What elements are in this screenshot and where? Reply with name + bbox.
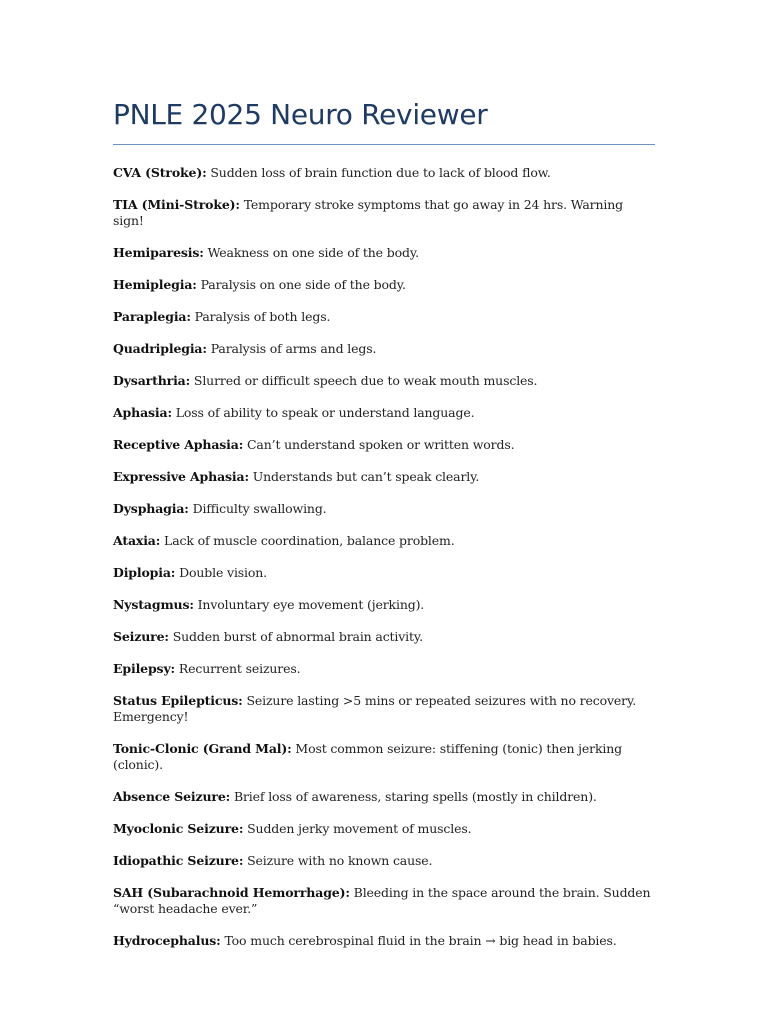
entry-aphasia: [113, 405, 655, 421]
entry-term: Quadriplegia:: [113, 341, 207, 356]
entry-definition: Sudden loss of brain function due to lack of blood flow.: [210, 165, 551, 180]
entry-hydrocephalus: [113, 933, 655, 949]
entry-term: Aphasia:: [113, 405, 172, 420]
entry-diplopia: [113, 565, 655, 581]
document-title: PNLE 2025 Neuro Reviewer: [113, 96, 655, 145]
entry-term: Ataxia:: [113, 533, 161, 548]
entry-definition: Double vision.: [179, 565, 267, 580]
entry-definition: Seizure lasting >5 mins or repeated seizures with no recovery. Emergency!: [113, 693, 637, 724]
entry-idiopathic-seizure: [113, 853, 655, 869]
entry-receptive-aphasia: [113, 437, 655, 453]
entry-definition: Paralysis of arms and legs.: [210, 341, 377, 356]
entry-definition: Weakness on one side of the body.: [207, 245, 419, 260]
entry-term: Hemiplegia:: [113, 277, 197, 292]
entry-definition: Too much cerebrospinal fluid in the brain → big head in babies.: [224, 933, 617, 948]
entry-definition: Most common seizure: stiffening (tonic) then jerking (clonic).: [113, 741, 622, 772]
entry-definition: Sudden burst of abnormal brain activity.: [172, 629, 423, 644]
entry-definition: Understands but can’t speak clearly.: [252, 469, 480, 484]
entry-term: Expressive Aphasia:: [113, 469, 249, 484]
entry-term: Status Epilepticus:: [113, 693, 243, 708]
entry-term: Myoclonic Seizure:: [113, 821, 244, 836]
entry-term: Dysphagia:: [113, 501, 189, 516]
entry-quadriplegia: [113, 341, 655, 357]
entry-term: Diplopia:: [113, 565, 176, 580]
entry-term: Hydrocephalus:: [113, 933, 221, 948]
entry-term: Nystagmus:: [113, 597, 194, 612]
entry-definition: Temporary stroke symptoms that go away in 24 hrs. Warning sign!: [113, 197, 623, 228]
entry-hemiplegia: [113, 277, 655, 293]
entry-definition: Difficulty swallowing.: [192, 501, 327, 516]
entry-definition: Brief loss of awareness, staring spells (mostly in children).: [233, 789, 597, 804]
entry-term: Dysarthria:: [113, 373, 191, 388]
entry-term: SAH (Subarachnoid Hemorrhage):: [113, 885, 350, 900]
entry-definition: Bleeding in the space around the brain. Sudden “worst headache ever.”: [113, 885, 651, 916]
entry-epilepsy: [113, 661, 655, 677]
entry-tia: [113, 197, 655, 229]
entry-cva: [113, 165, 655, 181]
entry-term: Idiopathic Seizure:: [113, 853, 244, 868]
entry-term: Epilepsy:: [113, 661, 176, 676]
entry-paraplegia: [113, 309, 655, 325]
entry-nystagmus: [113, 597, 655, 613]
entry-term: Absence Seizure:: [113, 789, 231, 804]
entry-definition: Seizure with no known cause.: [247, 853, 433, 868]
entry-expressive-aphasia: [113, 469, 655, 485]
entry-term: Paraplegia:: [113, 309, 191, 324]
entry-definition: Involuntary eye movement (jerking).: [197, 597, 425, 612]
entry-hemiparesis: [113, 245, 655, 261]
entry-definition: Lack of muscle coordination, balance problem.: [164, 533, 455, 548]
entry-definition: Loss of ability to speak or understand language.: [175, 405, 475, 420]
entry-tonic-clonic: [113, 741, 655, 773]
entry-definition: Paralysis of both legs.: [194, 309, 331, 324]
entry-dysphagia: [113, 501, 655, 517]
document-page: [113, 96, 655, 965]
entry-term: CVA (Stroke):: [113, 165, 207, 180]
entry-sah: [113, 885, 655, 917]
entry-ataxia: [113, 533, 655, 549]
entry-term: Seizure:: [113, 629, 169, 644]
entry-term: Tonic-Clonic (Grand Mal):: [113, 741, 292, 756]
entry-term: Hemiparesis:: [113, 245, 204, 260]
entry-definition: Slurred or difficult speech due to weak mouth muscles.: [193, 373, 538, 388]
entry-list: [113, 165, 655, 949]
entry-dysarthria: [113, 373, 655, 389]
entry-absence-seizure: [113, 789, 655, 805]
entry-term: Receptive Aphasia:: [113, 437, 244, 452]
entry-definition: Sudden jerky movement of muscles.: [247, 821, 472, 836]
entry-status-epilepticus: [113, 693, 655, 725]
entry-seizure: [113, 629, 655, 645]
entry-definition: Can’t understand spoken or written words.: [247, 437, 515, 452]
entry-term: TIA (Mini-Stroke):: [113, 197, 240, 212]
entry-myoclonic-seizure: [113, 821, 655, 837]
entry-definition: Paralysis on one side of the body.: [200, 277, 406, 292]
entry-definition: Recurrent seizures.: [178, 661, 301, 676]
